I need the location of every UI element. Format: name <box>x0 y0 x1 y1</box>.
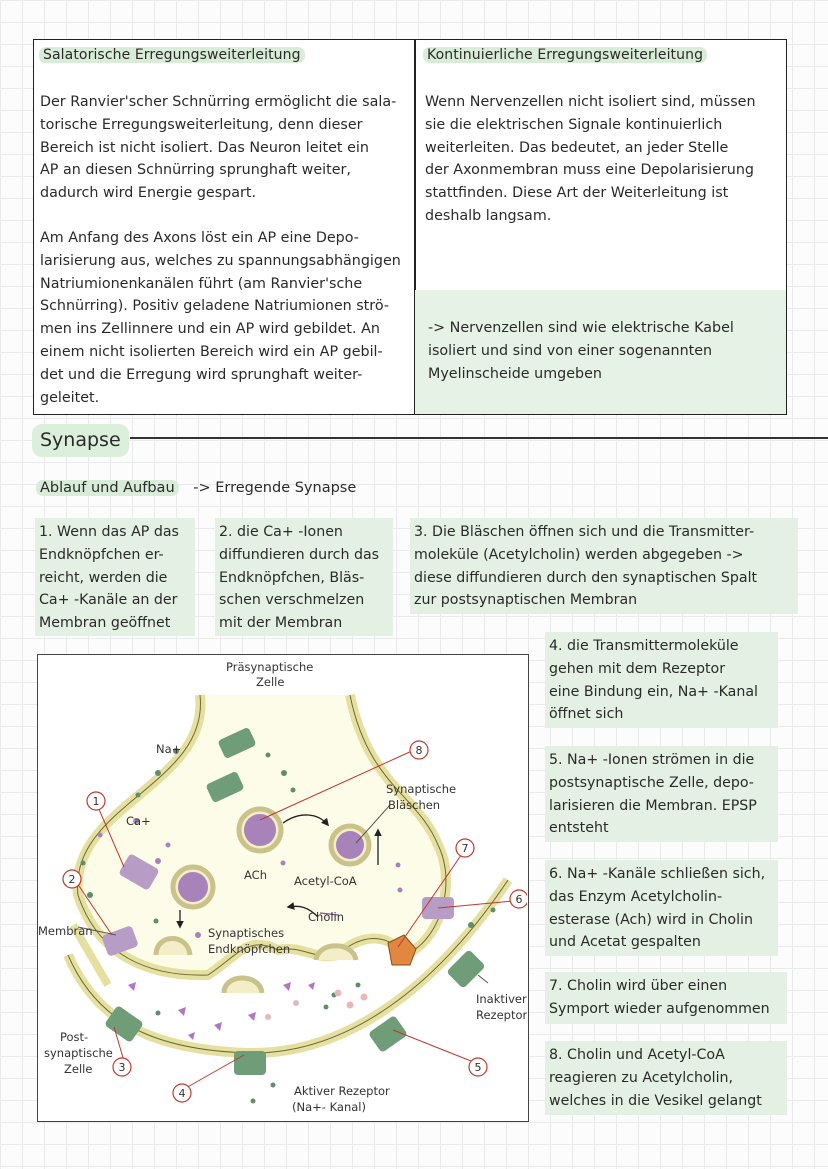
label-presynaptic: Präsynaptische <box>226 660 314 674</box>
step-3: 3. Die Bläschen öffnen sich und die Transmitter- moleküle (Acetylcholin) werden abgegeben -> diese diffundieren durch den synaptischen Spalt zur postsynaptischen Membran <box>410 518 798 614</box>
label-membrane: Membran <box>38 924 93 938</box>
marker-2: 2 <box>68 873 76 886</box>
vesicle <box>239 809 281 851</box>
vesicle <box>331 826 369 864</box>
right-column-title: Kontinuierliche Erregungsweiterleitung <box>423 47 707 63</box>
left-column-title: Salatorische Erregungsweiterleitung <box>39 47 305 63</box>
label-na: Na+ <box>156 742 182 756</box>
marker-8: 8 <box>415 744 423 757</box>
label-postsynaptic-2: synaptische <box>44 1046 113 1060</box>
section-divider <box>130 437 828 439</box>
step-2: 2. die Ca+ -Ionen diffundieren durch das Endknöpfchen, Bläs- schen verschmelzen mit der Membran <box>215 518 393 636</box>
marker-7: 7 <box>461 842 469 855</box>
left-paragraph-2: Am Anfang des Axons löst ein AP eine Depo- larisierung aus, welches zu spannungsabhängigen Natriumionenkanälen führt (am Ranvier'sche Schnürring). Positiv geladene Natriumionen strö- men ins Zellinnere und ein AP wird gebildet. An einem nicht isolierten Bereich wird ein AP gebil- det und die Erregung wird sprunghaft weiter- geleitet. <box>40 230 401 406</box>
synapse-diagram <box>37 654 529 1122</box>
step-6: 6. Na+ -Kanäle schließen sich, das Enzym Acetylcholin- esterase (Ach) wird in Cholin und Acetat gespalten <box>545 860 778 956</box>
step-1: 1. Wenn das AP das Endknöpfchen er- reicht, werden die Ca+ -Kanäle an der Membran geöffnet <box>35 518 195 636</box>
step-5: 5. Na+ -Ionen strömen in die postsynaptische Zelle, depo- larisieren die Membran. EPSP entsteht <box>545 746 778 842</box>
step-4: 4. die Transmittermoleküle gehen mit dem Rezeptor eine Bindung ein, Na+ -Kanal öffnet sich <box>545 632 778 728</box>
synapse-illustration <box>38 655 527 1120</box>
label-ach: ACh <box>244 868 267 882</box>
label-synaptic-vesicles: Synaptische <box>386 782 457 796</box>
label-postsynaptic-3: Zelle <box>64 1062 93 1076</box>
subheading <box>36 480 356 496</box>
step-8: 8. Cholin und Acetyl-CoA reagieren zu Acetylcholin, welches in die Vesikel gelangt <box>545 1041 787 1115</box>
comparison-table <box>33 39 787 415</box>
step-7: 7. Cholin wird über einen Symport wieder aufgenommen <box>545 972 787 1024</box>
marker-3: 3 <box>118 1061 126 1074</box>
label-ca: Ca+ <box>126 814 151 828</box>
section-title-synapse: Synapse <box>32 424 129 457</box>
label-postsynaptic: Post- <box>60 1030 89 1044</box>
subheading-left: Ablauf und Aufbau <box>36 480 179 496</box>
right-paragraph-1: Wenn Nervenzellen nicht isoliert sind, müssen sie die elektrischen Signale kontinuierlich weiterleiten. Das bedeutet, an jeder Stelle der Axonmembran muss eine Depolarisierung stattfinden. Diese Art der Weiterleitung ist deshalb langsam. <box>425 94 756 224</box>
right-paragraph-2: -> Nervenzellen sind wie elektrische Kabel isoliert und sind von einer sogenannten Myelinscheide umgeben <box>428 320 734 382</box>
subheading-right: -> Erregende Synapse <box>193 480 357 496</box>
left-paragraph-1: Der Ranvier'scher Schnürring ermöglicht die sala- torische Erregungsweiterleitung, denn dieser Bereich ist nicht isoliert. Das Neuron leitet ein AP an diesen Schnürring sprunghaft weiter, dadurch wird Energie gespart. <box>40 94 397 202</box>
label-presynaptic-2: Zelle <box>256 675 285 689</box>
label-active-receptor-2: (Na+- Kanal) <box>292 1100 366 1114</box>
marker-4: 4 <box>178 1087 186 1100</box>
label-inactive-receptor: Inaktiver <box>476 992 527 1006</box>
label-synaptic-bouton-2: Endknöpfchen <box>208 942 291 956</box>
label-synaptic-vesicles-2: Bläschen <box>388 798 441 812</box>
label-inactive-receptor-2: Rezeptor <box>476 1008 527 1022</box>
label-synaptic-bouton: Synaptisches <box>208 926 285 940</box>
marker-6: 6 <box>515 893 523 906</box>
label-cholin: Cholin <box>308 910 345 924</box>
marker-5: 5 <box>474 1061 482 1074</box>
label-acetyl-coa: Acetyl-CoA <box>294 874 357 888</box>
marker-1: 1 <box>92 795 100 808</box>
vesicle <box>173 867 213 907</box>
label-active-receptor: Aktiver Rezeptor <box>294 1084 390 1098</box>
